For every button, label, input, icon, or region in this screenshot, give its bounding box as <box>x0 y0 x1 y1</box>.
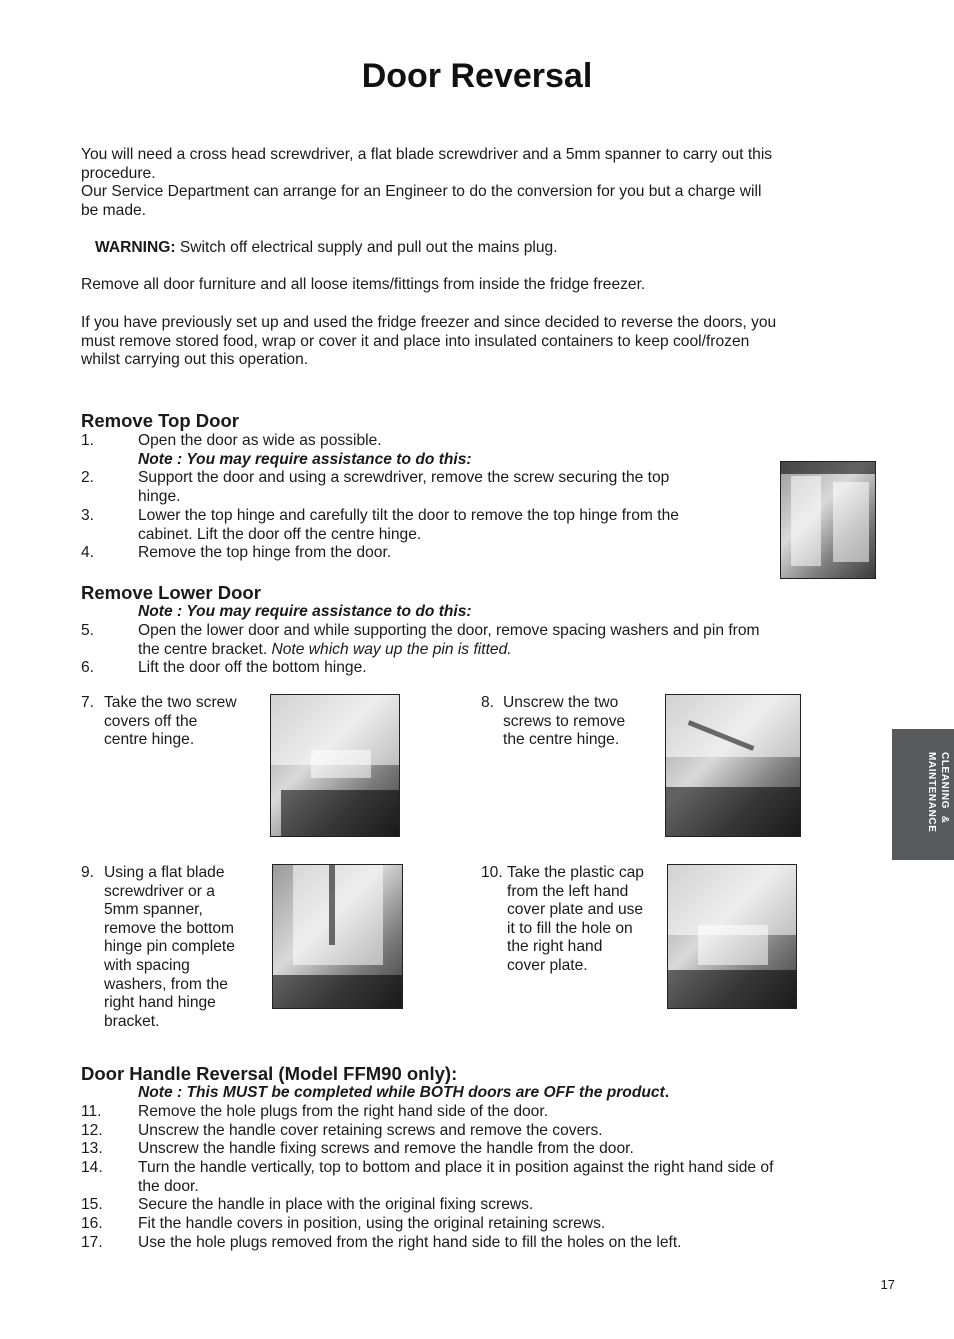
step-text <box>507 864 644 976</box>
step-text: Open the door as wide as possible. <box>138 432 382 449</box>
warning-text: Switch off electrical supply and pull out the mains plug. <box>175 239 558 256</box>
step-text: Unscrew the handle fixing screws and remove the handle from the door. <box>138 1140 634 1157</box>
step-line: Using a flat blade <box>104 864 225 881</box>
photo-highlight <box>791 476 821 566</box>
step-text: Remove the top hinge from the door. <box>138 544 392 561</box>
step-line: the right hand <box>507 938 603 956</box>
step-text <box>503 694 625 750</box>
intro-line: must remove stored food, wrap or cover it and place into insulated containers to keep cool/frozen <box>81 332 750 350</box>
step-line: Take the two screw <box>104 694 237 711</box>
warning-label: WARNING: <box>95 239 176 256</box>
step-text <box>138 507 679 544</box>
photo-screwdriver <box>329 865 335 945</box>
step-line: cover plate and use <box>507 901 644 919</box>
step-line: Unscrew the two <box>503 694 619 711</box>
step-line: washers, from the <box>104 975 228 993</box>
step-text: Lift the door off the bottom hinge. <box>138 659 367 676</box>
step-line: covers off the <box>104 712 198 730</box>
photo-shadow <box>666 787 800 836</box>
note-line: Note : This MUST be completed while BOTH doors are OFF the product <box>138 1084 665 1101</box>
step-line: hinge. <box>138 487 181 505</box>
step-number: 10. <box>481 864 503 881</box>
step-line: right hand hinge <box>104 994 216 1012</box>
step-text <box>104 694 237 750</box>
step-number: 9. <box>81 864 95 881</box>
step-line: 5mm spanner, <box>104 901 203 919</box>
step-number: 15. <box>81 1196 103 1213</box>
step-line: the centre bracket. <box>138 640 272 658</box>
photo-bottom-hinge-pin <box>272 864 403 1009</box>
step-text: Use the hole plugs removed from the right hand side to fill the holes on the left. <box>138 1234 682 1251</box>
step-line: cabinet. Lift the door off the centre hinge. <box>138 525 422 543</box>
step-number: 6. <box>81 659 95 676</box>
step-line: screwdriver or a <box>104 882 215 900</box>
step-line: the door. <box>138 1177 199 1195</box>
step-line: from the left hand <box>507 882 629 900</box>
step-number: 12. <box>81 1122 103 1139</box>
photo-highlight <box>311 750 371 778</box>
step-number: 13. <box>81 1140 103 1157</box>
step-number: 14. <box>81 1159 103 1176</box>
section-side-tab <box>892 729 954 860</box>
step-number: 3. <box>81 507 95 524</box>
note-text <box>138 1084 669 1103</box>
step-number: 11. <box>81 1103 102 1120</box>
step-line: hinge pin complete <box>104 938 235 956</box>
photo-highlight <box>833 482 869 562</box>
intro-paragraph-1 <box>81 146 881 220</box>
step-line: Take the plastic cap <box>507 864 644 881</box>
step-number: 1. <box>81 432 95 449</box>
photo-screw-covers <box>270 694 400 837</box>
intro-line: Our Service Department can arrange for an Engineer to do the conversion for you but a charge will <box>81 183 762 201</box>
photo-shadow <box>781 462 875 474</box>
photo-shadow <box>273 975 402 1008</box>
step-text: Remove the hole plugs from the right hand side of the door. <box>138 1103 549 1120</box>
page-number: 17 <box>880 1277 895 1292</box>
intro-paragraph-3: Remove all door furniture and all loose items/fittings from inside the fridge freezer. <box>81 276 646 293</box>
step-text: Unscrew the handle cover retaining screws and remove the covers. <box>138 1122 603 1139</box>
step-line: it to fill the hole on <box>507 919 633 937</box>
step-line: Support the door and using a screwdriver, remove the screw securing the top <box>138 469 670 486</box>
step-number: 17. <box>81 1234 103 1251</box>
step-text <box>138 1159 773 1196</box>
warning <box>95 239 895 258</box>
intro-line: procedure. <box>81 164 156 182</box>
section-heading-handle: Door Handle Reversal (Model FFM90 only): <box>81 1063 458 1084</box>
section-heading-lower-door: Remove Lower Door <box>81 582 261 603</box>
intro-paragraph-4 <box>81 314 881 370</box>
step-line: centre hinge. <box>104 731 195 749</box>
step-line: the centre hinge. <box>503 731 620 749</box>
step-number: 4. <box>81 544 95 561</box>
step-number: 8. <box>481 694 495 711</box>
step-note-inline: Note which way up the pin is fitted. <box>271 640 512 658</box>
step-line: bracket. <box>104 1012 160 1030</box>
step-text <box>138 622 760 659</box>
step-number: 5. <box>81 622 95 639</box>
step-line: with spacing <box>104 956 190 974</box>
step-line: Turn the handle vertically, top to bottom and place it in position against the right hand side of <box>138 1159 774 1176</box>
step-number: 16. <box>81 1215 103 1232</box>
step-number: 2. <box>81 469 95 486</box>
step-line: cover plate. <box>507 956 588 974</box>
intro-line: whilst carrying out this operation. <box>81 351 309 369</box>
photo-centre-hinge-screws <box>665 694 801 837</box>
section-heading-top-door: Remove Top Door <box>81 410 239 431</box>
step-line: remove the bottom <box>104 919 235 937</box>
step-text <box>104 864 235 1031</box>
side-tab-label: CLEANING & MAINTENANCE <box>926 752 950 833</box>
step-line: screws to remove <box>503 712 626 730</box>
photo-plastic-cap <box>667 864 797 1009</box>
photo-highlight <box>293 865 383 965</box>
step-line: Lower the top hinge and carefully tilt the door to remove the top hinge from the <box>138 507 679 524</box>
photo-highlight <box>698 925 768 965</box>
step-number: 7. <box>81 694 95 711</box>
page-title: Door Reversal <box>361 57 593 95</box>
photo-top-hinge <box>780 461 876 579</box>
photo-shadow <box>668 970 796 1008</box>
step-text <box>138 469 669 506</box>
note-text: Note : You may require assistance to do this: <box>138 603 472 620</box>
intro-line: You will need a cross head screwdriver, a flat blade screwdriver and a 5mm spanner to carry out this <box>81 146 773 163</box>
intro-line: If you have previously set up and used the fridge freezer and since decided to reverse the doors, you <box>81 314 777 331</box>
step-text: Fit the handle covers in position, using the original retaining screws. <box>138 1215 606 1232</box>
photo-shadow <box>281 790 399 836</box>
note-text: Note : You may require assistance to do this: <box>138 451 472 468</box>
step-line: Open the lower door and while supporting the door, remove spacing washers and pin from <box>138 622 760 639</box>
photo-highlight <box>666 695 800 757</box>
note-end: . <box>664 1084 670 1101</box>
intro-line: be made. <box>81 201 147 219</box>
step-text: Secure the handle in place with the original fixing screws. <box>138 1196 534 1213</box>
